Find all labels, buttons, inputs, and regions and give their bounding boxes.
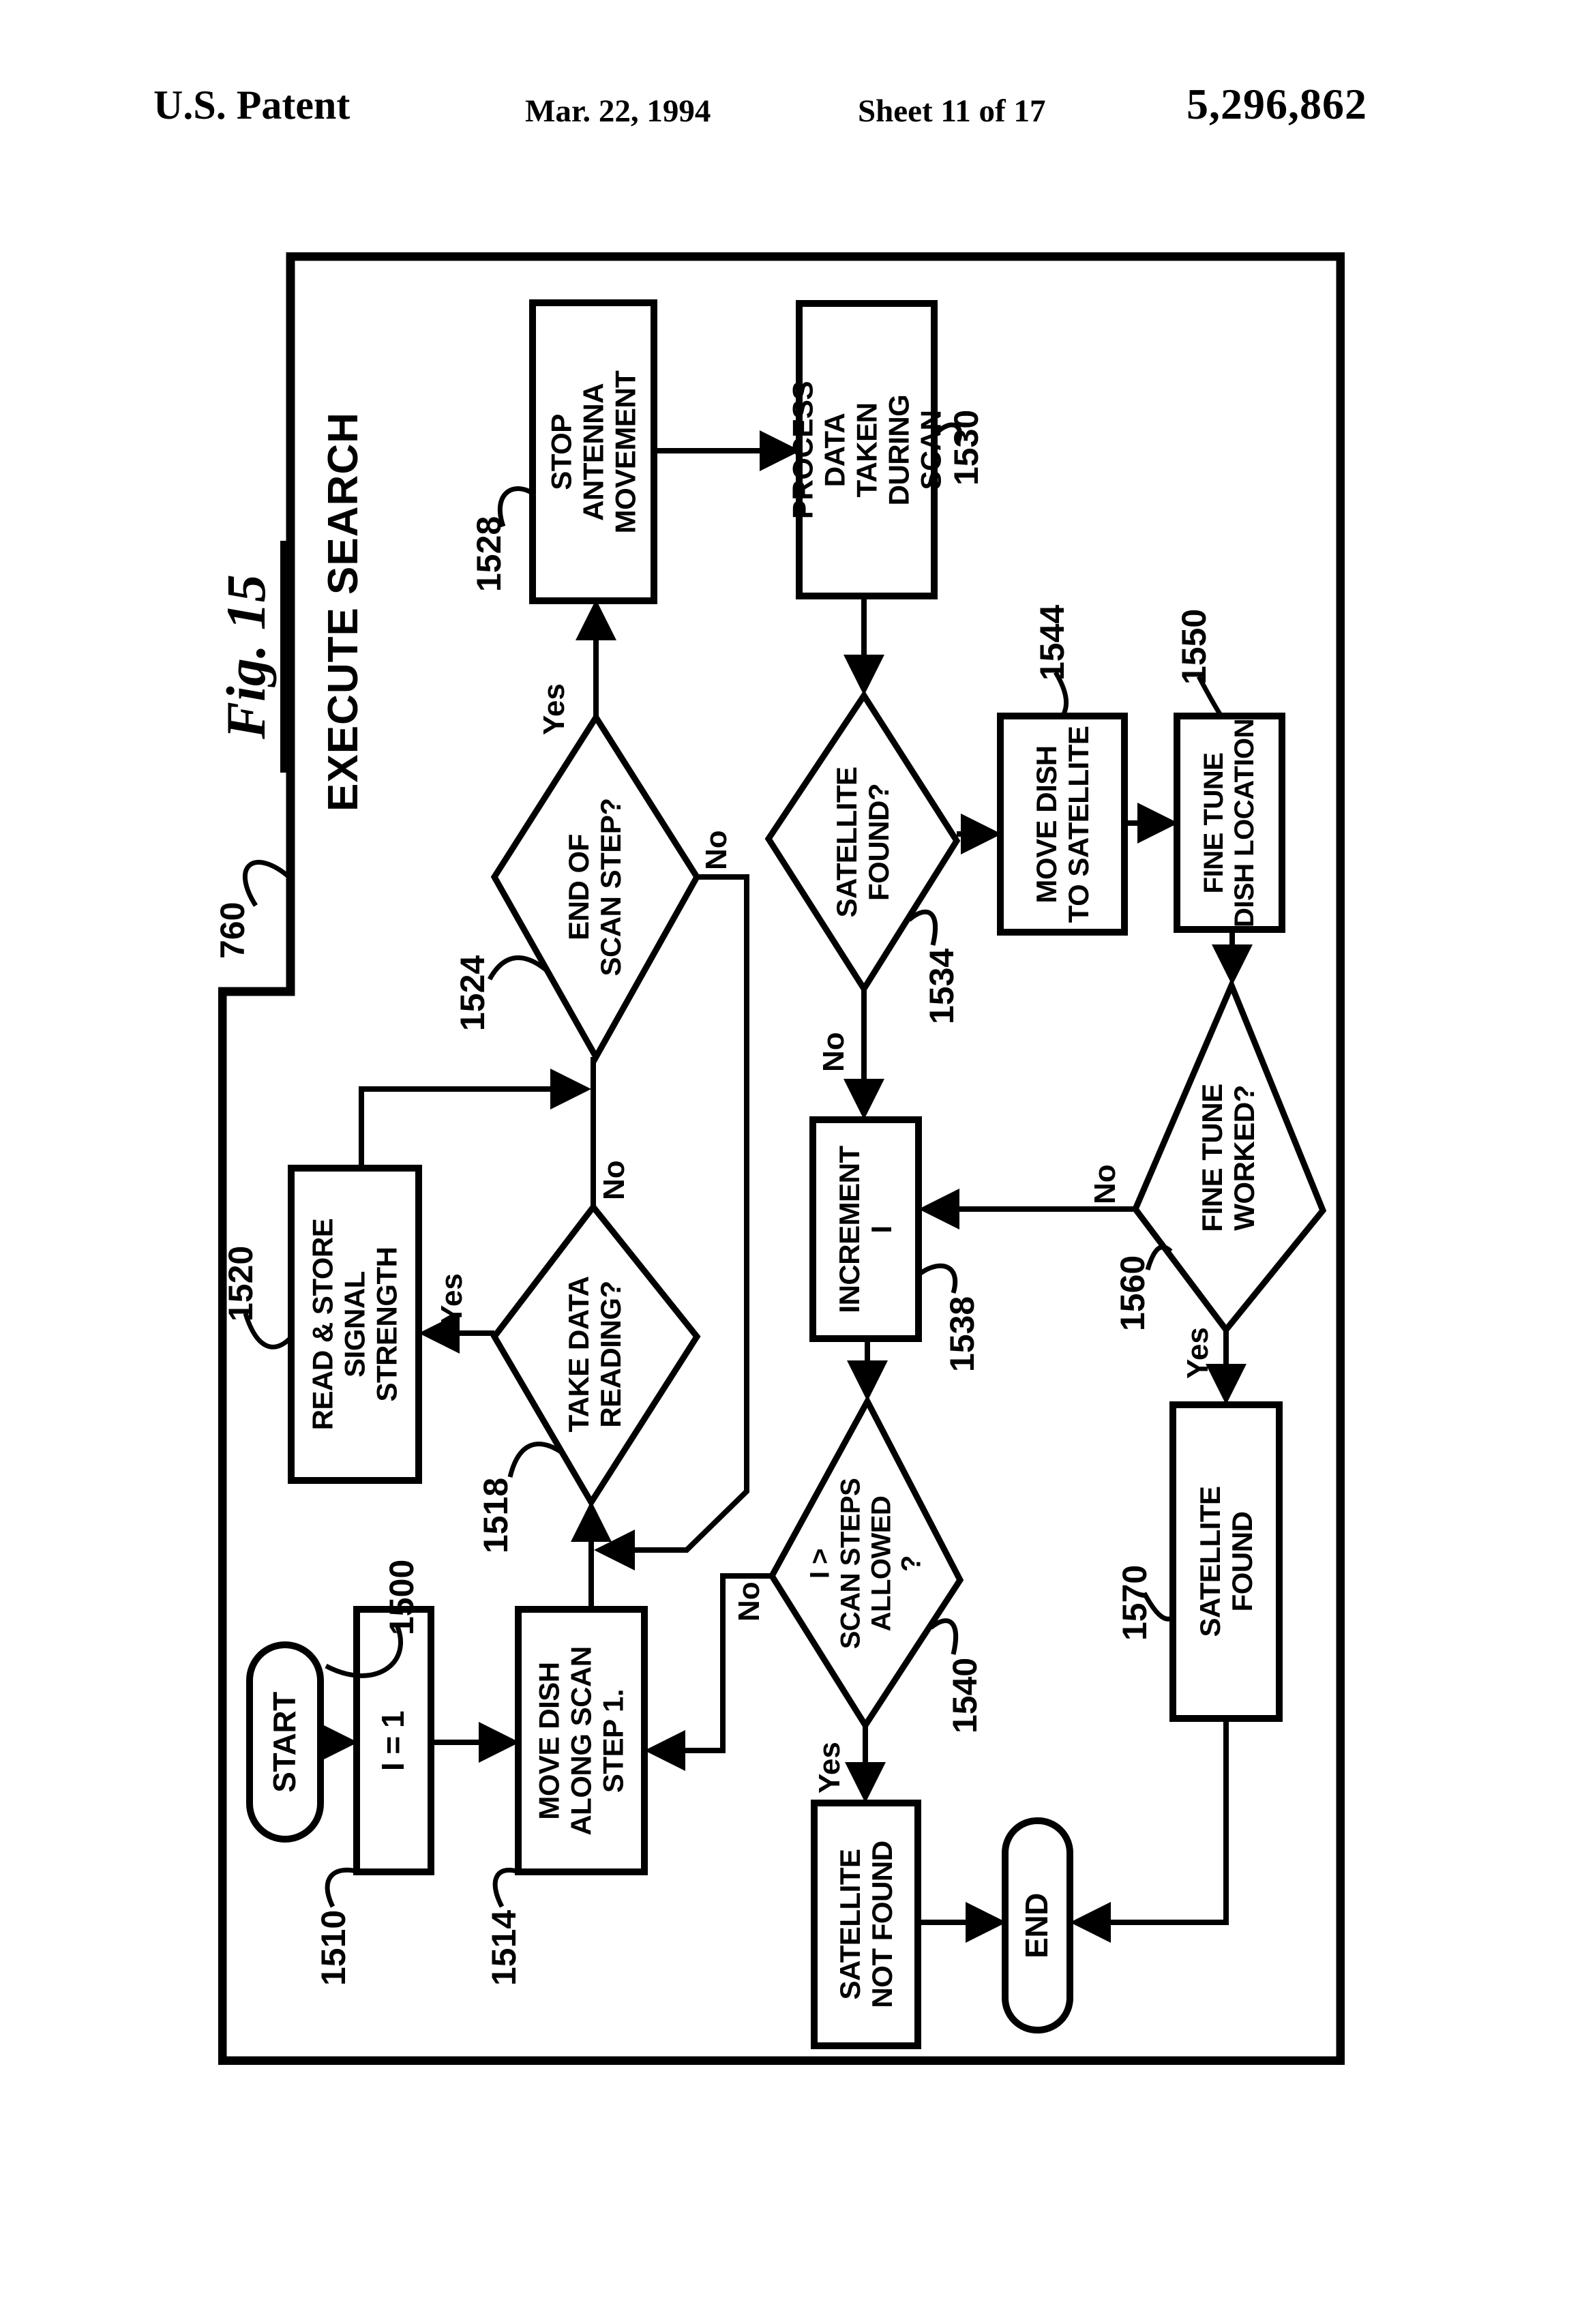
node-end-scan-label: END OF SCAN STEP? xyxy=(562,798,627,977)
edge-label-yes-takedata: Yes xyxy=(435,1273,468,1325)
node-fine-tune-loc-label: FINE TUNE DISH LOCATION xyxy=(1199,718,1259,928)
ref-1528: 1528 xyxy=(470,516,508,592)
node-process-data-label: PROCESS DATA TAKEN DURING SCAN xyxy=(786,381,947,519)
leader-760 xyxy=(245,862,289,906)
figure-title: EXECUTE SEARCH xyxy=(320,412,367,811)
node-move-dish-sat-label: MOVE DISH TO SATELLITE xyxy=(1030,726,1094,923)
leader-1534 xyxy=(909,912,936,945)
ref-1538: 1538 xyxy=(943,1296,981,1372)
node-take-data-label: TAKE DATA READING? xyxy=(562,1276,627,1433)
node-i-eq-1-label: I = 1 xyxy=(375,1710,411,1772)
fig-label: Fig. 15 xyxy=(215,574,277,739)
node-satellite-not-found-label: SATELLITE NOT FOUND xyxy=(833,1841,898,2008)
edge-satfound-to-end xyxy=(1076,1718,1226,1922)
flowchart-linework xyxy=(218,252,1345,2065)
ref-1514: 1514 xyxy=(485,1909,523,1986)
edge-label-no-finetune: No xyxy=(1088,1164,1122,1204)
node-end-label: END xyxy=(1019,1893,1055,1958)
ref-1560: 1560 xyxy=(1114,1255,1152,1331)
header-patent-number: 5,296,862 xyxy=(1186,80,1367,128)
ref-1500: 1500 xyxy=(383,1559,421,1635)
node-move-dish-scan-label: MOVE DISH ALONG SCAN STEP 1. xyxy=(533,1646,629,1836)
node-sat-found-q-label: SATELLITE FOUND? xyxy=(830,766,895,918)
node-increment-label: INCREMENT I xyxy=(833,1146,897,1313)
ref-1570: 1570 xyxy=(1116,1564,1154,1641)
node-stop-antenna-label: STOP ANTENNA MOVEMENT xyxy=(545,370,642,534)
edge-label-yes-igtscan: Yes xyxy=(813,1742,846,1793)
edge-readstore-to-merge xyxy=(361,1089,585,1168)
leader-1510 xyxy=(327,1870,357,1907)
edge-label-no-endscan: No xyxy=(700,830,733,870)
node-i-gt-scan-label: I > SCAN STEPS ALLOWED ? xyxy=(805,1478,927,1650)
ref-1530: 1530 xyxy=(947,409,985,486)
ref-760: 760 xyxy=(213,902,252,959)
ref-1524: 1524 xyxy=(453,955,492,1031)
header-sheet: Sheet 11 of 17 xyxy=(858,93,1046,129)
ref-1544: 1544 xyxy=(1033,604,1071,681)
ref-1518: 1518 xyxy=(477,1477,515,1553)
leader-1518 xyxy=(510,1444,562,1477)
leader-1538 xyxy=(921,1266,955,1293)
ref-1550: 1550 xyxy=(1175,608,1213,685)
ref-1534: 1534 xyxy=(923,948,961,1024)
leader-1514 xyxy=(495,1870,517,1907)
leader-1540 xyxy=(931,1621,956,1654)
edge-label-yes-finetune: Yes xyxy=(1181,1327,1214,1379)
node-satellite-found-label: SATELLITE FOUND xyxy=(1193,1486,1258,1637)
header-date: Mar. 22, 1994 xyxy=(525,93,711,129)
node-fine-tune-worked-label: FINE TUNE WORKED? xyxy=(1195,1084,1260,1232)
node-start-label: START xyxy=(267,1692,303,1793)
ref-1540: 1540 xyxy=(946,1657,984,1733)
edge-label-no-takedata: No xyxy=(597,1160,631,1200)
header-patent: U.S. Patent xyxy=(153,83,350,128)
edge-label-no-igtscan: No xyxy=(732,1581,766,1622)
node-read-store-label: READ & STORE SIGNAL STRENGTH xyxy=(306,1218,403,1431)
ref-1510: 1510 xyxy=(314,1909,353,1986)
ref-1520: 1520 xyxy=(222,1245,260,1322)
edge-label-no-satfound: No xyxy=(817,1032,850,1072)
flowchart-rotated-canvas xyxy=(213,252,1345,2065)
edge-label-yes-endscan: Yes xyxy=(537,683,571,735)
